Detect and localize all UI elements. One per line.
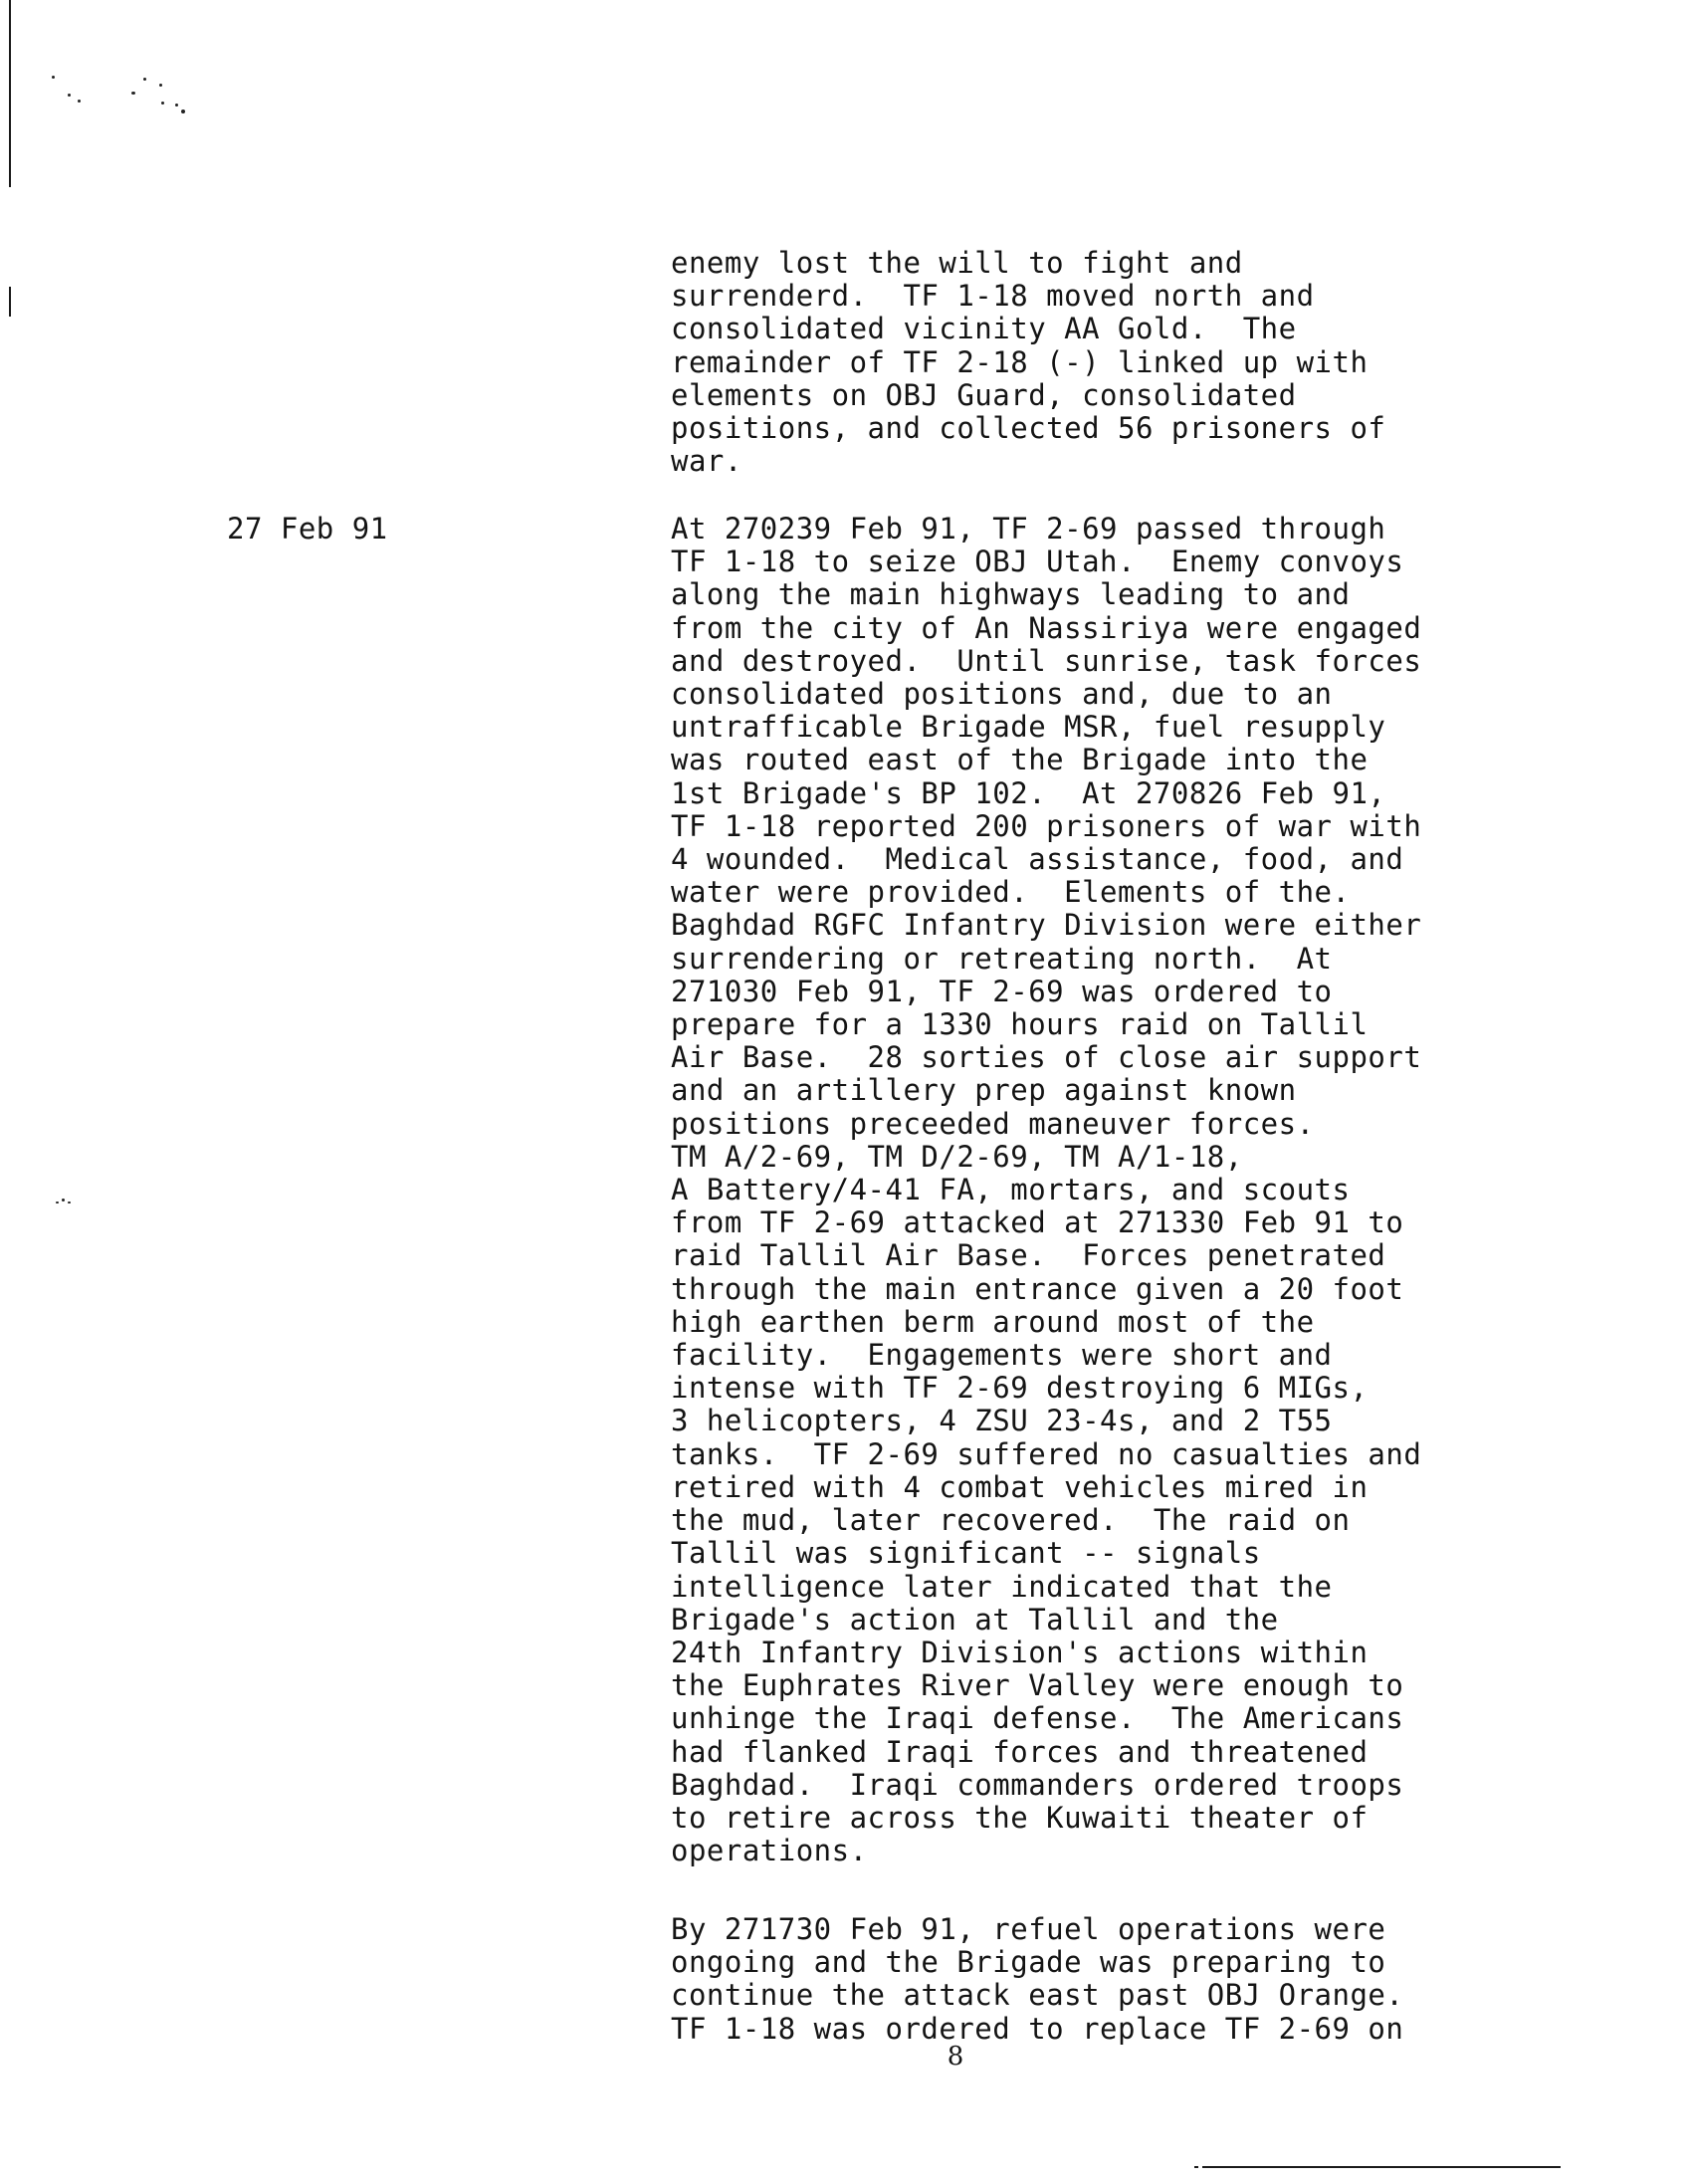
scan-edge-line xyxy=(9,0,11,187)
page-number: 8 xyxy=(947,2042,964,2072)
text-line: raid Tallil Air Base. Forces penetrated xyxy=(671,1238,1386,1273)
text-line: operations. xyxy=(671,1834,868,1868)
text-line: and destroyed. Until sunrise, task forces xyxy=(671,643,1422,678)
paragraph-continuation xyxy=(671,247,1676,478)
text-line: TF 1-18 reported 200 prisoners of war with xyxy=(671,808,1422,843)
text-line: from TF 2-69 attacked at 271330 Feb 91 to xyxy=(671,1205,1404,1240)
text-line: elements on OBJ Guard, consolidated xyxy=(671,377,1297,412)
text-line: TM A/2-69, TM D/2-69, TM A/1-18, xyxy=(671,1139,1243,1174)
text-line: retired with 4 combat vehicles mired in xyxy=(671,1469,1369,1504)
footer-rule xyxy=(1202,2166,1561,2168)
text-line: facility. Engagements were short and xyxy=(671,1338,1333,1373)
text-line: Brigade's action at Tallil and the xyxy=(671,1602,1279,1637)
text-line: At 270239 Feb 91, TF 2-69 passed through xyxy=(671,512,1386,546)
text-line: the mud, later recovered. The raid on xyxy=(671,1503,1351,1538)
text-line: along the main highways leading to and xyxy=(671,577,1351,612)
margin-date: 27 Feb 91 xyxy=(227,512,388,546)
text-line: remainder of TF 2-18 (-) linked up with xyxy=(671,344,1369,379)
text-line: surrendering or retreating north. At xyxy=(671,941,1333,976)
text-line: tanks. TF 2-69 suffered no casualties and xyxy=(671,1436,1422,1471)
text-line: 4 wounded. Medical assistance, food, and xyxy=(671,842,1404,877)
text-line: positions preceeded maneuver forces. xyxy=(671,1106,1315,1141)
text-line: untrafficable Brigade MSR, fuel resupply xyxy=(671,710,1386,745)
text-line: intense with TF 2-69 destroying 6 MIGs, xyxy=(671,1371,1369,1406)
text-line: unhinge the Iraqi defense. The Americans xyxy=(671,1701,1404,1736)
text-line: ongoing and the Brigade was preparing to xyxy=(671,1945,1386,1980)
text-line: intelligence later indicated that the xyxy=(671,1569,1333,1604)
paragraph-refuel xyxy=(671,1913,1676,2046)
text-line: had flanked Iraqi forces and threatened xyxy=(671,1734,1369,1769)
text-line: water were provided. Elements of the. xyxy=(671,875,1351,910)
paragraph-27-feb xyxy=(671,513,1676,1867)
footer-rule-dot xyxy=(1194,2166,1198,2168)
text-line: consolidated vicinity AA Gold. The xyxy=(671,312,1297,346)
text-line: surrenderd. TF 1-18 moved north and xyxy=(671,279,1315,314)
text-line: high earthen berm around most of the xyxy=(671,1304,1315,1339)
text-line: TF 1-18 to seize OBJ Utah. Enemy convoys xyxy=(671,545,1404,579)
text-line: Tallil was significant -- signals xyxy=(671,1536,1261,1571)
text-line: 3 helicopters, 4 ZSU 23-4s, and 2 T55 xyxy=(671,1404,1333,1438)
text-line: prepare for a 1330 hours raid on Tallil xyxy=(671,1007,1369,1042)
text-line: enemy lost the will to fight and xyxy=(671,246,1243,280)
text-line: and an artillery prep against known xyxy=(671,1073,1297,1108)
text-line: By 271730 Feb 91, refuel operations were xyxy=(671,1912,1386,1946)
scan-edge-tick xyxy=(9,287,11,317)
text-line: to retire across the Kuwaiti theater of xyxy=(671,1800,1369,1835)
text-line: consolidated positions and, due to an xyxy=(671,677,1333,712)
text-line: Baghdad RGFC Infantry Division were either xyxy=(671,908,1422,943)
text-line: the Euphrates River Valley were enough to xyxy=(671,1668,1404,1703)
text-line: through the main entrance given a 20 foot xyxy=(671,1271,1404,1306)
text-line: from the city of An Nassiriya were engaged xyxy=(671,610,1422,645)
text-line: positions, and collected 56 prisoners of xyxy=(671,411,1386,446)
text-line: TF 1-18 was ordered to replace TF 2-69 on xyxy=(671,2011,1404,2046)
text-line: continue the attack east past OBJ Orange. xyxy=(671,1978,1404,2013)
text-line: Baghdad. Iraqi commanders ordered troops xyxy=(671,1767,1404,1802)
text-line: A Battery/4-41 FA, mortars, and scouts xyxy=(671,1173,1351,1207)
text-line: was routed east of the Brigade into the xyxy=(671,743,1369,777)
text-line: 271030 Feb 91, TF 2-69 was ordered to xyxy=(671,974,1333,1008)
text-line: 1st Brigade's BP 102. At 270826 Feb 91, xyxy=(671,775,1386,810)
text-line: war. xyxy=(671,444,742,479)
text-line: Air Base. 28 sorties of close air support xyxy=(671,1040,1422,1075)
text-line: 24th Infantry Division's actions within xyxy=(671,1635,1369,1669)
